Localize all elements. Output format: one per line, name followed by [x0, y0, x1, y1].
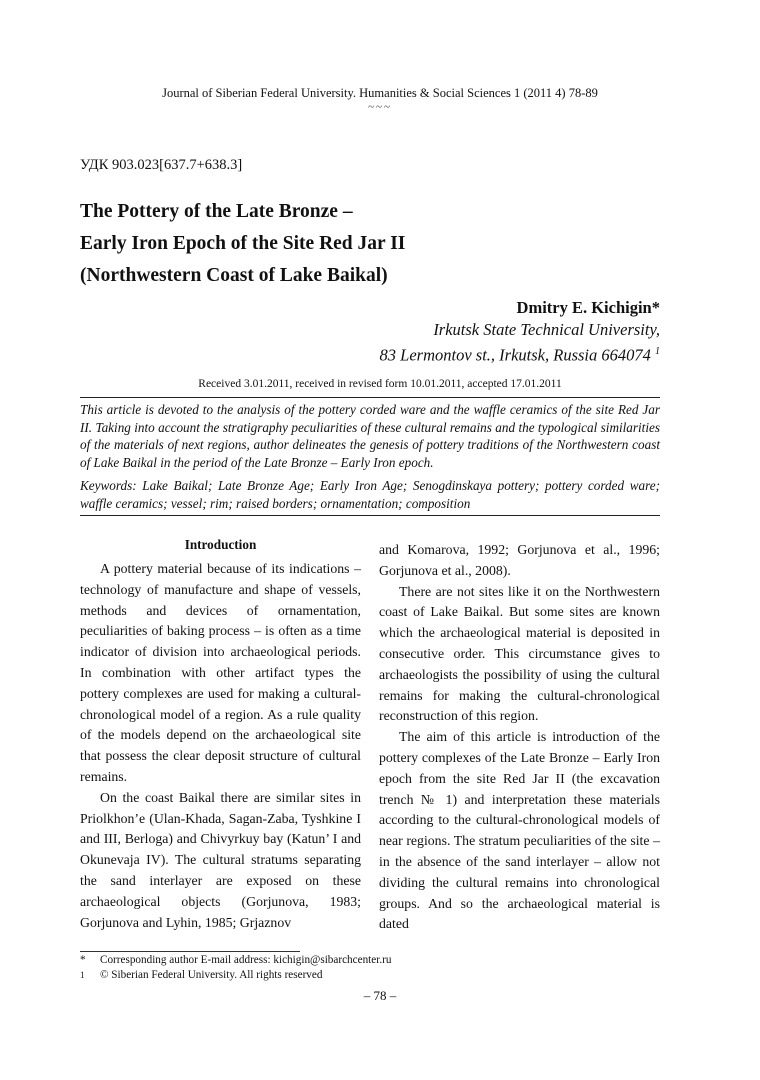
header-ornament: ~~~ — [368, 101, 392, 113]
abstract-bottom-rule — [80, 515, 660, 516]
author-address: 83 Lermontov st., Irkutsk, Russia 664074 — [379, 345, 651, 365]
abstract-top-rule — [80, 397, 660, 398]
body-column-left — [80, 535, 361, 933]
author-affiliation: Irkutsk State Technical University, — [433, 320, 660, 339]
received-dates: Received 3.01.2011, received in revised form 10.01.2011, accepted 17.01.2011 — [198, 378, 562, 390]
paragraph: There are not sites like it on the Northwestern coast of Lake Baikal. But some sites are known which the archaeological material is deposited in consecutive order. This circumstance gives to archaeologists the possibility of using the cultural remains for making the cultural-chronological reconstruction of this region. — [379, 583, 660, 724]
body-column-right — [379, 540, 660, 935]
title-line: (Northwestern Coast of Lake Baikal) — [80, 265, 388, 286]
footnote-text: © Siberian Federal University. All rights reserved — [100, 969, 323, 981]
paragraph: A pottery material because of its indications – technology of manufacture and shape of vessels, methods and devices of ornamentation, peculiarities of baking process – is often as a time indicator of division into archaeological periods. In combination with other artifact types the pottery complexes are used for making a cultural-chronological model of a region. As a rule quality of the models depend on the archaeological site that possess the clear deposit structure of cultural remains. — [80, 561, 361, 784]
footnote — [80, 968, 391, 983]
abstract: This article is devoted to the analysis of the pottery corded ware and the waffle ceramics of the site Red Jar II. Taking into account the stratigraphy peculiarities of these cultural remains and the typological similarities of the materials of next regions, author delineates the genesis of pottery traditions of the Northwestern coast of Lake Baikal in the period of the Late Bronze – Early Iron epoch. — [80, 402, 660, 470]
paragraph: and Komarova, 1992; Gorjunova et al., 1996; Gorjunova et al., 2008). — [379, 542, 660, 578]
footnote-text: Corresponding author E-mail address: kichigin@sibarchcenter.ru — [100, 954, 392, 966]
footnotes — [80, 953, 391, 983]
author-name: Dmitry E. Kichigin* — [516, 298, 660, 317]
page-number: – 78 – — [363, 988, 397, 1003]
footnote-mark: 1 — [80, 970, 85, 980]
journal-header: Journal of Siberian Federal University. Humanities & Social Sciences 1 (2011 4) 78-89 — [162, 86, 598, 100]
title-line: Early Iron Epoch of the Site Red Jar II — [80, 233, 406, 254]
section-heading: Introduction — [184, 537, 257, 552]
paragraph: On the coast Baikal there are similar sites in Priolkhon’e (Ulan-Khada, Sagan-Zaba, Tyshkine I and III, Berloga) and Chivyrkuy bay (Katun’ I and Okunevaja IV). The cultural stratums separating the sand interlayer are exposed on these archaeological objects (Gorjunova, 1983; Gorjunova and Lyhin, 1985; Grjaznov — [80, 789, 361, 930]
title-line: The Pottery of the Late Bronze – — [80, 201, 353, 222]
author-address-line — [380, 341, 660, 367]
author-block — [380, 297, 660, 367]
footnote-rule — [80, 951, 300, 952]
keywords: Keywords: Lake Baikal; Late Bronze Age; Early Iron Age; Senogdinskaya pottery; pottery corded ware; waffle ceramics; vessel; rim; raised borders; ornamentation; composition — [80, 478, 660, 511]
footnote-mark: * — [80, 954, 86, 966]
article-title — [80, 196, 680, 292]
address-footnote-mark: 1 — [655, 346, 660, 357]
footnote — [80, 953, 391, 968]
udk-code: УДК 903.023[637.7+638.3] — [80, 157, 243, 173]
paragraph: The aim of this article is introduction of the pottery complexes of the Late Bronze – Early Iron epoch from the site Red Jar II (the excavation trench № 1) and interpretation these materials according to the cultural-chronological models of near regions. The stratum peculiarities of the site – in the absence of the sand interlayer – allow not dividing the cultural remains into chronological groups. And so the archaeological material is dated — [379, 729, 660, 932]
